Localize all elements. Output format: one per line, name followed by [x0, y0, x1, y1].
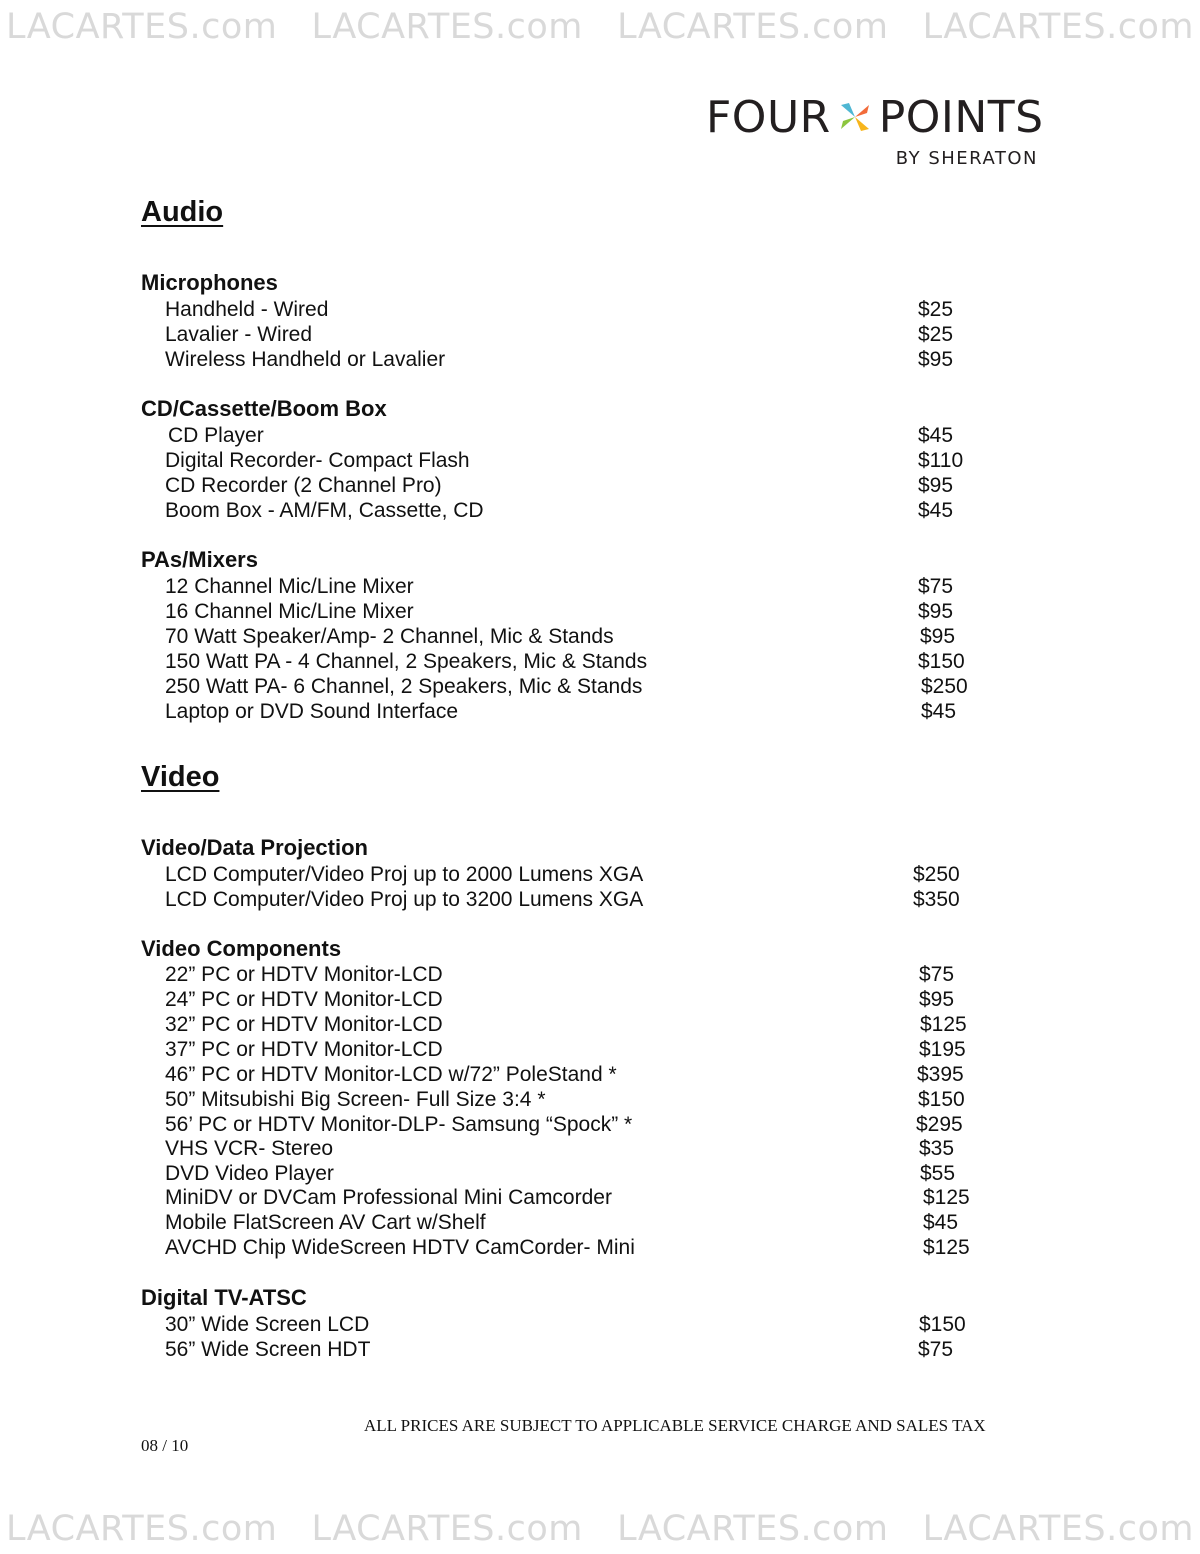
- section-title-video: Video: [141, 761, 220, 793]
- item-price: $75: [918, 1338, 954, 1361]
- list-item: [165, 962, 985, 987]
- item-name: 46” PC or HDTV Monitor-LCD w/72” PoleStand *: [165, 1063, 617, 1086]
- item-name: 70 Watt Speaker/Amp- 2 Channel, Mic & Stands: [165, 625, 614, 648]
- watermark-text: LACARTES.com: [617, 1509, 889, 1549]
- logo-word-points: POINTS: [878, 91, 1044, 143]
- item-price: $55: [920, 1162, 956, 1185]
- pinwheel-icon: [837, 99, 873, 135]
- list-item: [165, 473, 985, 498]
- group-title-pas-mixers: PAs/Mixers: [141, 547, 258, 572]
- item-price: $75: [919, 963, 955, 986]
- item-price: $95: [918, 474, 954, 497]
- logo-subtitle: BY SHERATON: [895, 148, 1038, 169]
- item-name: Digital Recorder- Compact Flash: [165, 449, 470, 472]
- list-item: [165, 624, 985, 649]
- list-item: [165, 1312, 985, 1337]
- item-name: CD Player: [168, 424, 264, 447]
- list-item: [165, 574, 985, 599]
- watermark-bottom: [0, 1504, 1200, 1554]
- list-item: [165, 297, 985, 322]
- list-item: [165, 1012, 985, 1037]
- list-item: [165, 1112, 985, 1137]
- item-price: $125: [923, 1186, 970, 1209]
- item-name: Handheld - Wired: [165, 298, 329, 321]
- item-price: $25: [918, 298, 954, 321]
- item-name: LCD Computer/Video Proj up to 3200 Lumens XGA: [165, 888, 644, 911]
- list-item: [165, 1210, 985, 1235]
- item-price: $45: [923, 1211, 959, 1234]
- watermark-text: LACARTES.com: [922, 7, 1194, 47]
- item-name: Wireless Handheld or Lavalier: [165, 348, 446, 371]
- list-item: [165, 674, 985, 699]
- item-price: $150: [918, 1088, 965, 1111]
- item-name: CD Recorder (2 Channel Pro): [165, 474, 442, 497]
- list-item: [165, 649, 985, 674]
- list-item: [165, 862, 985, 887]
- item-price: $95: [918, 600, 954, 623]
- item-price: $250: [913, 863, 960, 886]
- item-price: $35: [919, 1137, 955, 1160]
- item-name: VHS VCR- Stereo: [165, 1137, 334, 1160]
- item-price: $25: [918, 323, 954, 346]
- list-item: [165, 448, 985, 473]
- item-price: $95: [918, 348, 954, 371]
- item-price: $350: [913, 888, 960, 911]
- item-name: 250 Watt PA- 6 Channel, 2 Speakers, Mic & Stands: [165, 675, 643, 698]
- list-item: [165, 347, 985, 372]
- list-item: [165, 498, 985, 523]
- item-name: Boom Box - AM/FM, Cassette, CD: [165, 499, 484, 522]
- item-price: $110: [918, 449, 964, 472]
- list-item: [165, 1337, 985, 1362]
- item-price: $95: [919, 988, 955, 1011]
- item-price: $125: [920, 1013, 967, 1036]
- watermark-text: LACARTES.com: [617, 7, 889, 47]
- item-name: Laptop or DVD Sound Interface: [165, 700, 459, 723]
- item-price: $45: [918, 499, 954, 522]
- section-title-audio: Audio: [141, 196, 224, 228]
- item-name: Mobile FlatScreen AV Cart w/Shelf: [165, 1211, 486, 1234]
- list-item: [165, 322, 985, 347]
- list-item: [165, 423, 985, 448]
- item-name: 50” Mitsubishi Big Screen- Full Size 3:4 *: [165, 1088, 546, 1111]
- item-price: $250: [921, 675, 968, 698]
- list-item: [165, 1062, 985, 1087]
- item-name: 12 Channel Mic/Line Mixer: [165, 575, 414, 598]
- price-disclaimer: ALL PRICES ARE SUBJECT TO APPLICABLE SERVICE CHARGE AND SALES TAX: [364, 1416, 986, 1435]
- item-name: AVCHD Chip WideScreen HDTV CamCorder- Mini: [165, 1236, 635, 1259]
- watermark-text: LACARTES.com: [311, 1509, 583, 1549]
- item-name: 37” PC or HDTV Monitor-LCD: [165, 1038, 443, 1061]
- group-title-digital-tv-atsc: Digital TV-ATSC: [141, 1285, 307, 1310]
- group-title-video-components: Video Components: [141, 936, 342, 961]
- list-item: [165, 699, 985, 724]
- list-item: [165, 1087, 985, 1112]
- item-price: $195: [919, 1038, 966, 1061]
- item-price: $295: [916, 1113, 963, 1136]
- group-title-microphones: Microphones: [141, 270, 278, 295]
- watermark-text: LACARTES.com: [6, 1509, 278, 1549]
- item-price: $395: [917, 1063, 964, 1086]
- item-price: $45: [918, 424, 954, 447]
- list-item: [165, 1136, 985, 1161]
- item-price: $75: [918, 575, 954, 598]
- item-name: MiniDV or DVCam Professional Mini Camcorder: [165, 1186, 612, 1209]
- item-name: DVD Video Player: [165, 1162, 334, 1185]
- item-name: Lavalier - Wired: [165, 323, 313, 346]
- brand-logo: [706, 88, 1062, 172]
- group-title-cd-cassette-boom-box: CD/Cassette/Boom Box: [141, 396, 387, 421]
- page-number: 08 / 10: [141, 1436, 189, 1455]
- item-name: 56” Wide Screen HDT: [165, 1338, 371, 1361]
- list-item: [165, 987, 985, 1012]
- logo-word-four: FOUR: [706, 91, 831, 143]
- list-item: [165, 1037, 985, 1062]
- list-item: [165, 887, 985, 912]
- item-price: $150: [919, 1313, 966, 1336]
- item-name: 30” Wide Screen LCD: [165, 1313, 370, 1336]
- item-name: 22” PC or HDTV Monitor-LCD: [165, 963, 443, 986]
- item-name: LCD Computer/Video Proj up to 2000 Lumens XGA: [165, 863, 644, 886]
- item-name: 24” PC or HDTV Monitor-LCD: [165, 988, 443, 1011]
- group-title-video-data-projection: Video/Data Projection: [141, 835, 368, 860]
- item-name: 16 Channel Mic/Line Mixer: [165, 600, 414, 623]
- list-item: [165, 1185, 985, 1210]
- list-item: [165, 1235, 985, 1260]
- item-price: $125: [923, 1236, 970, 1259]
- watermark-text: LACARTES.com: [922, 1509, 1194, 1549]
- list-item: [165, 599, 985, 624]
- watermark-text: LACARTES.com: [311, 7, 583, 47]
- item-price: $95: [920, 625, 956, 648]
- item-price: $150: [918, 650, 965, 673]
- watermark-top: [0, 2, 1200, 52]
- list-item: [165, 1161, 985, 1186]
- item-name: 32” PC or HDTV Monitor-LCD: [165, 1013, 443, 1036]
- item-price: $45: [921, 700, 957, 723]
- item-name: 150 Watt PA - 4 Channel, 2 Speakers, Mic & Stands: [165, 650, 648, 673]
- item-name: 56’ PC or HDTV Monitor-DLP- Samsung “Spock” *: [165, 1113, 633, 1136]
- watermark-text: LACARTES.com: [6, 7, 278, 47]
